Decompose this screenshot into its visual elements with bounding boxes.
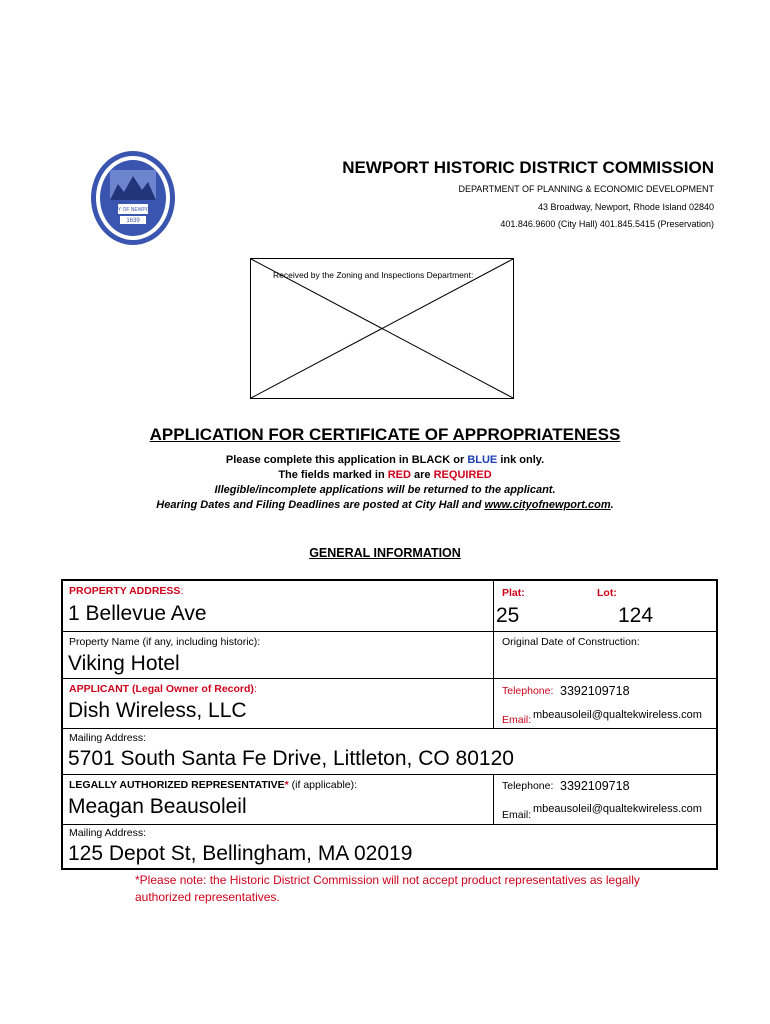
applicant-label: APPLICANT (Legal Owner of Record): xyxy=(69,683,257,695)
representative-email-value[interactable]: mbeausoleil@qualtekwireless.com xyxy=(533,803,702,815)
plat-value[interactable]: 25 xyxy=(496,604,520,627)
construction-date-label: Original Date of Construction: xyxy=(502,636,640,648)
commission-address: 43 Broadway, Newport, Rhode Island 02840 xyxy=(538,202,714,212)
instruction-illegible: Illegible/incomplete applications will be returned to the applicant. xyxy=(214,484,556,496)
lot-label: Lot: xyxy=(597,587,617,599)
applicant-email-label: Email: xyxy=(502,714,532,726)
representative-note: *Please note: the Historic District Commission will not accept product representatives as legally authorized representatives. xyxy=(135,873,640,904)
plat-label: Plat: xyxy=(502,587,525,599)
representative-label: LEGALLY AUTHORIZED REPRESENTATIVE* (if applicable): xyxy=(69,779,358,791)
representative-mailing-label: Mailing Address: xyxy=(69,827,147,839)
received-stamp-box xyxy=(250,258,514,399)
property-address-label: PROPERTY ADDRESS: xyxy=(69,585,184,597)
representative-email-label: Email: xyxy=(502,809,532,821)
applicant-telephone-label: Telephone: xyxy=(502,685,554,697)
lot-value[interactable]: 124 xyxy=(618,604,654,627)
department-name: DEPARTMENT OF PLANNING & ECONOMIC DEVELOPMENT xyxy=(458,184,714,194)
section-general-information: GENERAL INFORMATION xyxy=(309,546,461,560)
application-title: APPLICATION FOR CERTIFICATE OF APPROPRIATENESS xyxy=(149,425,621,444)
applicant-mailing-value[interactable]: 5701 South Santa Fe Drive, Littleton, CO 80120 xyxy=(68,747,514,770)
received-label: Received by the Zoning and Inspections Department: xyxy=(273,270,474,280)
applicant-telephone-value[interactable]: 3392109718 xyxy=(560,684,630,698)
representative-telephone-label: Telephone: xyxy=(502,780,554,792)
commission-phones: 401.846.9600 (City Hall) 401.845.5415 (Preservation) xyxy=(500,219,714,229)
applicant-email-value[interactable]: mbeausoleil@qualtekwireless.com xyxy=(533,709,702,721)
instruction-hearing: Hearing Dates and Filing Deadlines are posted at City Hall and www.cityofnewport.com. xyxy=(156,499,614,511)
representative-telephone-value[interactable]: 3392109718 xyxy=(560,779,630,793)
applicant-value[interactable]: Dish Wireless, LLC xyxy=(68,699,247,722)
commission-name: NEWPORT HISTORIC DISTRICT COMMISSION xyxy=(342,158,714,177)
svg-text:1639: 1639 xyxy=(126,218,140,224)
representative-mailing-value[interactable]: 125 Depot St, Bellingham, MA 02019 xyxy=(68,842,413,865)
property-name-label: Property Name (if any, including historic): xyxy=(69,636,261,648)
city-seal xyxy=(90,150,176,246)
instruction-required: The fields marked in RED are REQUIRED xyxy=(278,469,492,481)
property-address-value[interactable]: 1 Bellevue Ave xyxy=(68,602,207,625)
representative-value[interactable]: Meagan Beausoleil xyxy=(68,795,247,818)
svg-text:CITY OF NEWPORT: CITY OF NEWPORT xyxy=(109,207,157,213)
applicant-mailing-label: Mailing Address: xyxy=(69,732,147,744)
city-website-link[interactable]: www.cityofnewport.com xyxy=(484,499,611,511)
general-information-form xyxy=(61,579,718,870)
instruction-ink: Please complete this application in BLACK or BLUE ink only. xyxy=(225,454,545,466)
property-name-value[interactable]: Viking Hotel xyxy=(68,652,180,675)
